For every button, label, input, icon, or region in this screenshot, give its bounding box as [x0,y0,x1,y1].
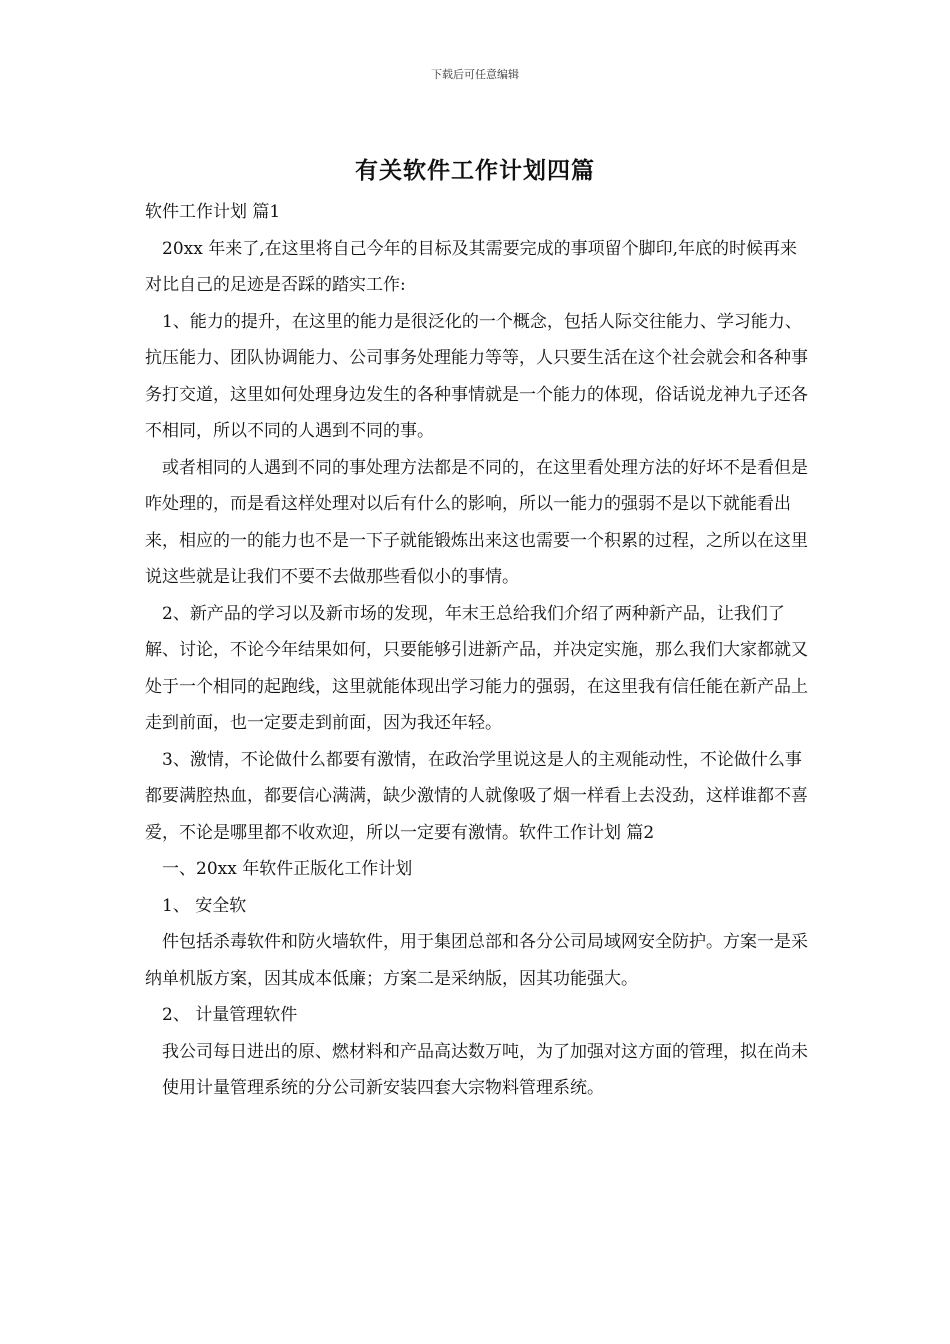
document-title: 有关软件工作计划四篇 [355,157,595,184]
section-heading-1: 软件工作计划 篇1 [145,202,281,222]
paragraph-point-1: 1、能力的提升，在这里的能力是很泛化的一个概念，包括人际交往能力、学习能力、抗压能力、团队协调能力、公司事务处理能力等等，人只要生活在这个社会就会和各种事务打交道，这里如何处理身边发生的各种事情就是一个能力的体现，俗话说龙神九子还各不相同，所以不同的人遇到不同的事。 [145,311,808,441]
paragraph-point-1-cont: 或者相同的人遇到不同的事处理方法都是不同的，在这里看处理方法的好坏不是看但是咋处理的，而是看这样处理对以后有什么的影响，所以一能力的强弱不是以下就能看出来，相应的一的能力也不是一下子就能锻炼出来这也需要一个积累的过程，之所以在这里说这些就是让我们不要不去做那些看似小的事情。 [145,457,808,587]
item-2-body-cont: 使用计量管理系统的分公司新安装四套大宗物料管理系统。 [162,1078,604,1098]
item-1-heading: 1、 安全软 [162,895,247,916]
document-body [145,194,810,1107]
section-heading-2-sub: 一、20xx 年软件正版化工作计划 [162,859,413,879]
item-1-body: 件包括杀毒软件和防火墙软件，用于集团总部和各分公司局域网安全防护。方案一是采纳单机版方案，因其成本低廉；方案二是采纳版，因其功能强大。 [145,932,808,989]
header-note: 下载后可任意编辑 [431,68,519,81]
item-2-heading: 2、 计量管理软件 [162,1005,298,1025]
item-2-body: 我公司每日进出的原、燃材料和产品高达数万吨，为了加强对这方面的管理，拟在尚未 [162,1041,808,1062]
paragraph-point-3: 3、激情，不论做什么都要有激情，在政治学里说这是人的主观能动性，不论做什么事 都要满腔热血，都要信心满满，缺少激情的人就像吸了烟一样看上去没劲，这样谁都不喜爱，不论是哪里都不收欢迎，所以一定要有激情。软件工作计划 篇2 [145,749,808,843]
paragraph-point-2: 2、新产品的学习以及新市场的发现，年末王总给我们介绍了两种新产品，让我们了解、讨论，不论今年结果如何，只要能够引进新产品，并决定实施，那么我们大家都就又处于一个相同的起跑线，这里就能体现出学习能力的强弱，在这里我有信任能在新产品上走到前面，也一定要走到前面，因为我还年轻。 [145,603,808,733]
paragraph-intro: 20xx 年来了,在这里将自己今年的目标及其需要完成的事项留个脚印,年底的时候再来对比自己的足迹是否踩的踏实工作: [145,238,798,295]
